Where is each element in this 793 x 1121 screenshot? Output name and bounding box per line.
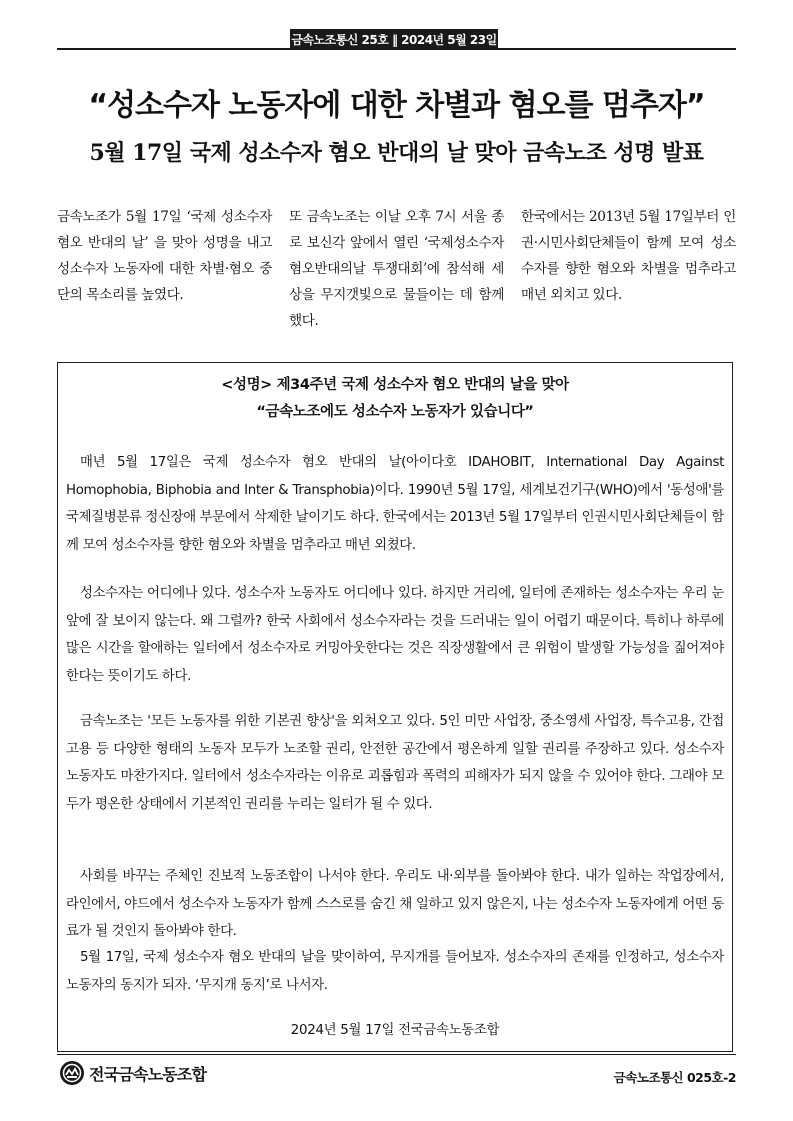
- headline: “성소수자 노동자에 대한 차별과 혐오를 멈추자”: [88, 88, 705, 123]
- union-logo: [59, 1060, 206, 1086]
- statement-paragraph: 성소수자는 어디에나 있다. 성소수자 노동자도 어디에나 있다. 하지만 거리에, 일터에 존재하는 성소수자는 우리 눈앞에 잘 보이지 않는다. 왜 그럴까? 한국 사회에서 성소수자라는 것을 드러내는 일이 어렵기 때문이다. 특히나 하루에 많은 시간을 할애하는 일터에서 성소수자로 커밍아웃한다는 것은 직장생활에서 큰 위험이 발생할 가능성을 짊어져야 한다는 뜻이기도 하다.: [66, 586, 724, 684]
- statement-paragraph: 금속노조는 '모든 노동자를 위한 기본권 향상'을 외쳐오고 있다. 5인 미만 사업장, 중소영세 사업장, 특수고용, 간접고용 등 다양한 형태의 노동자 모두가 노조할 권리, 안전한 공간에서 평온하게 일할 권리를 주장하고 있다. 성소수자 노동자도 마찬가지다. 일터에서 성소수자라는 이유로 괴롭힘과 폭력의 피해자가 되지 않을 수 있어야 한다. 그래야 모두가 평온한 상태에서 기본적인 권리를 누리는 일터가 될 수 있다.: [66, 714, 724, 812]
- issue-tag: 금속노조통신 25호 ‖ 2024년 5월 23일: [290, 29, 498, 49]
- subheadline: 5월 17일 국제 성소수자 혐오 반대의 날 맞아 금속노조 성명 발표: [89, 140, 704, 166]
- article-column-3: 한국에서는 2013년 5월 17일부터 인권·시민사회단체들이 함께 모여 성소수자를 향한 혐오와 차별을 멈추라고 매년 외치고 있다.: [521, 209, 736, 303]
- statement-paragraph: 매년 5월 17일은 국제 성소수자 혐오 반대의 날(아이다호 IDAHOBIT, International Day Against Homophobia, Biphobia and Inter & Transphobia)이다. 1990년 5월 17일, 세계보건기구(WHO)에서 '동성애'를 국제질병분류 정신장애 부문에서 삭제한 날이기도 하다. 한국에서는 2013년 5월 17일부터 인권시민사회단체들이 함께 모여 성소수자를 향한 혐오와 차별을 멈추라고 매년 외쳤다.: [66, 455, 724, 553]
- statement-signature: 2024년 5월 17일 전국금속노동조합: [290, 1023, 500, 1038]
- page-number: 금속노조통신 025호-2: [613, 1070, 736, 1085]
- union-emblem-icon: [59, 1060, 85, 1086]
- article-column-1: 금속노조가 5월 17일 ‘국제 성소수자 혐오 반대의 날’ 을 맞아 성명을 내고 성소수자 노동자에 대한 차별·혐오 중단의 목소리를 높였다.: [57, 209, 272, 303]
- statement-paragraph: 사회를 바꾸는 주체인 진보적 노동조합이 나서야 한다. 우리도 내·외부를 돌아봐야 한다. 내가 일하는 작업장에서, 라인에서, 야드에서 성소수자 노동자가 함께 스스로를 숨긴 채 일하고 있지 않은지, 나는 성소수자 노동자에게 어떤 동료가 될 것인지 돌아봐야 한다.: [66, 869, 724, 939]
- statement-box: [57, 362, 733, 1052]
- org-name: 전국금속노동조합: [89, 1064, 207, 1084]
- statement-subtitle: “금속노조에도 성소수자 노동자가 있습니다”: [256, 404, 534, 420]
- footer-divider: [57, 1054, 736, 1055]
- header-divider: [57, 48, 736, 50]
- statement-paragraph: 5월 17일, 국제 성소수자 혐오 반대의 날을 맞이하여, 무지개를 들어보자. 성소수자의 존재를 인정하고, 성소수자 노동자의 동지가 되자. ‘무지개 동지’로 나서자.: [66, 950, 724, 993]
- article-column-2: 또 금속노조는 이날 오후 7시 서울 종로 보신각 앞에서 열린 ‘국제성소수자혐오반대의날 투쟁대회’에 참석해 세상을 무지갯빛으로 물들이는 데 함께 했다.: [289, 209, 504, 329]
- statement-title: <성명> 제34주년 국제 성소수자 혐오 반대의 날을 맞아: [221, 377, 569, 393]
